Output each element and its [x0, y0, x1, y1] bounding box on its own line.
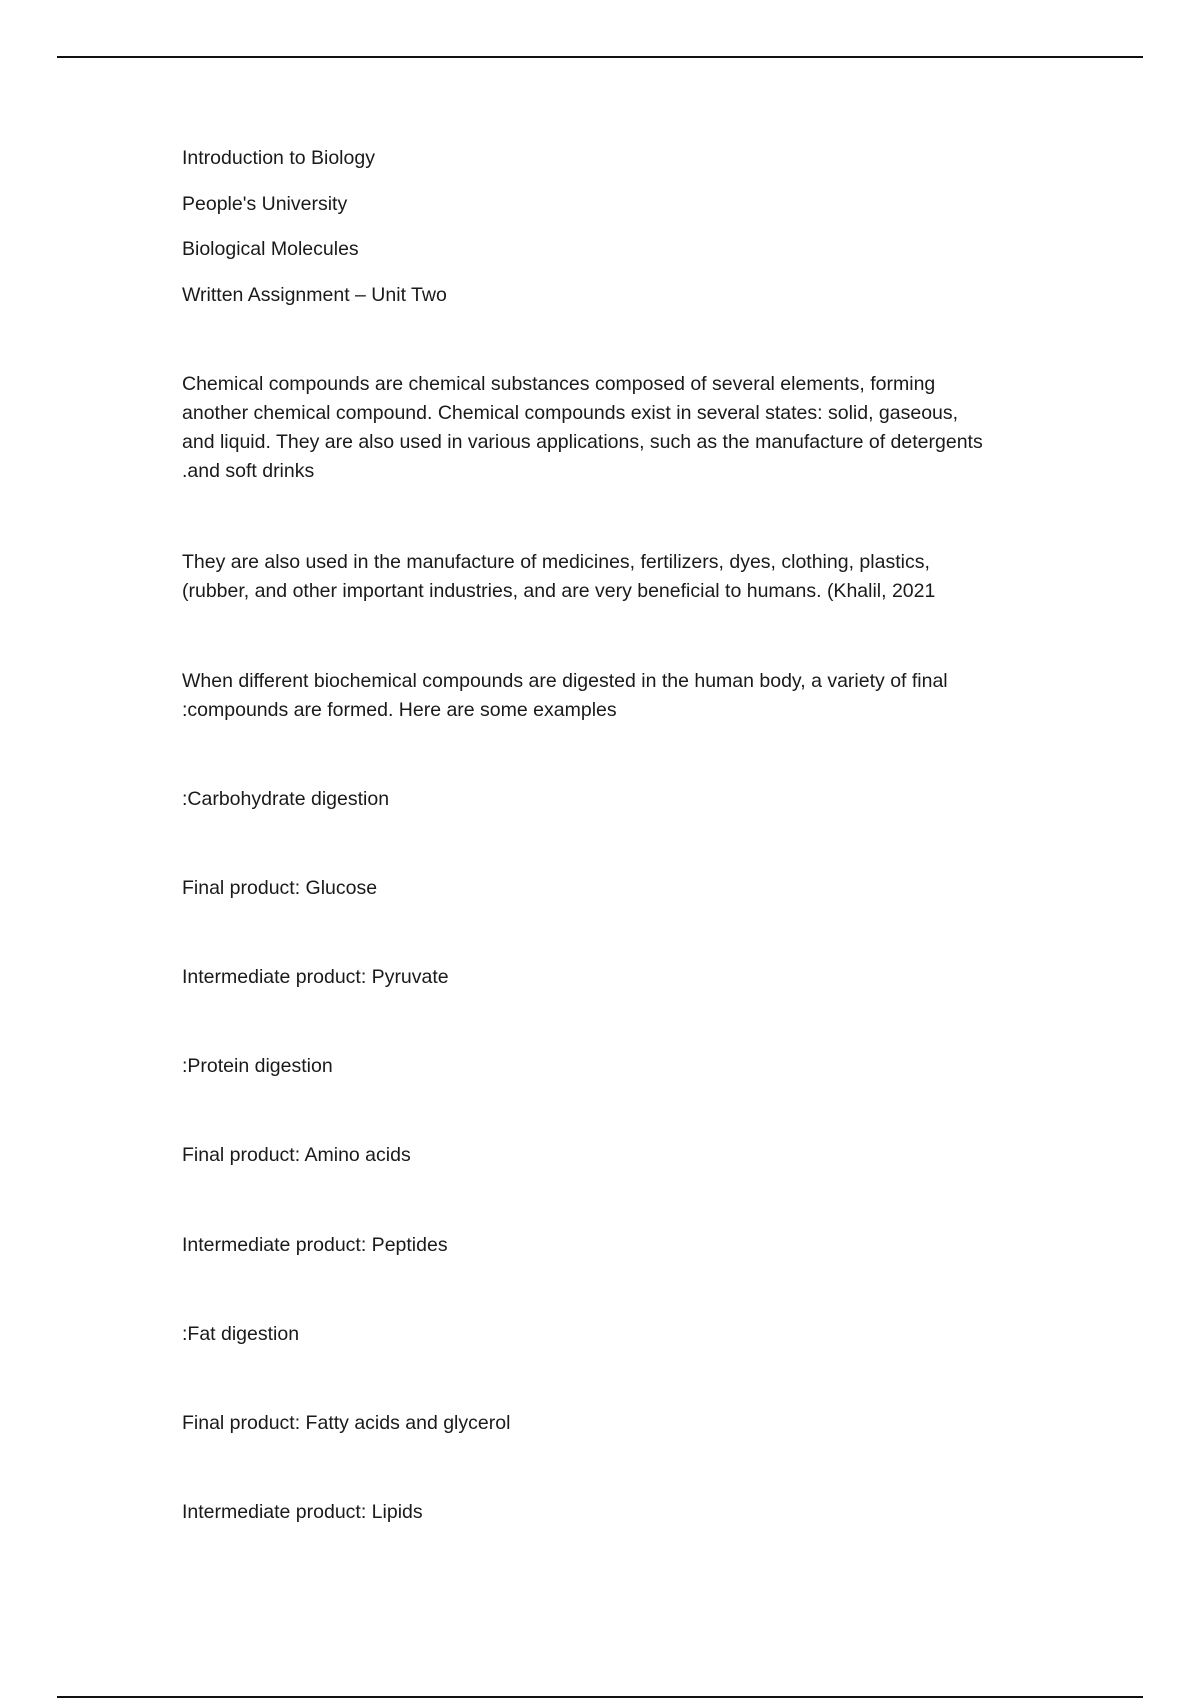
fat-intermediate-product: Intermediate product: Lipids	[182, 1501, 423, 1523]
carbohydrate-final-product: Final product: Glucose	[182, 877, 378, 899]
paragraph-line: They are also used in the manufacture of medicines, fertilizers, dyes, clothing, plastics,	[182, 551, 930, 573]
top-rule	[57, 56, 1143, 58]
protein-intermediate-product: Intermediate product: Peptides	[182, 1234, 448, 1256]
paragraph-line: another chemical compound. Chemical compounds exist in several states: solid, gaseous,	[182, 402, 959, 424]
paragraph-line: (rubber, and other important industries, and are very beneficial to humans. (Khalil, 2021	[182, 580, 936, 602]
protein-final-product: Final product: Amino acids	[182, 1144, 411, 1166]
paragraph-compounds	[182, 370, 1032, 486]
carbohydrate-heading: :Carbohydrate digestion	[182, 788, 390, 810]
paragraph-line: and liquid. They are also used in various applications, such as the manufacture of detergents	[182, 431, 983, 453]
protein-heading: :Protein digestion	[182, 1055, 333, 1077]
paragraph-uses	[182, 548, 1032, 606]
course-title: Introduction to Biology	[182, 147, 375, 169]
paragraph-line: :compounds are formed. Here are some examples	[182, 699, 617, 721]
paragraph-line: .and soft drinks	[182, 460, 315, 482]
bottom-rule	[57, 1696, 1143, 1698]
paragraph-digestion-intro	[182, 667, 1032, 725]
fat-final-product: Final product: Fatty acids and glycerol	[182, 1412, 511, 1434]
assignment-title: Written Assignment – Unit Two	[182, 284, 447, 306]
university-name: People's University	[182, 193, 348, 215]
topic-title: Biological Molecules	[182, 238, 359, 260]
carbohydrate-intermediate-product: Intermediate product: Pyruvate	[182, 966, 449, 988]
paragraph-line: Chemical compounds are chemical substances composed of several elements, forming	[182, 373, 936, 395]
fat-heading: :Fat digestion	[182, 1323, 300, 1345]
paragraph-line: When different biochemical compounds are digested in the human body, a variety of final	[182, 670, 948, 692]
